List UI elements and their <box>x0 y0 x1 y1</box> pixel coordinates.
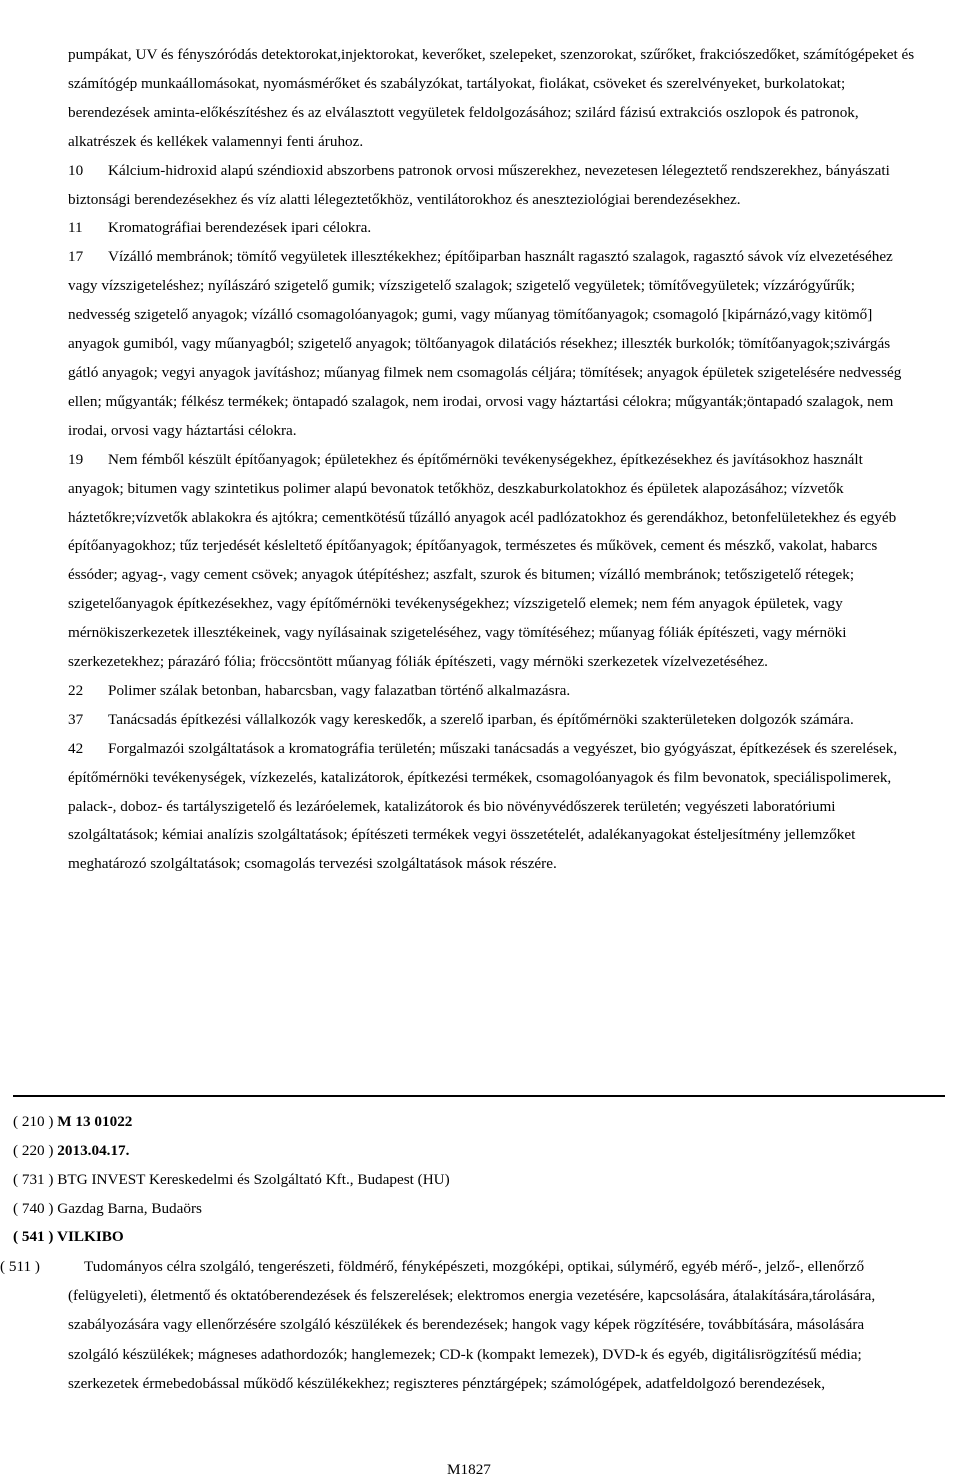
application-number: M 13 01022 <box>57 1113 133 1130</box>
continuation-text: pumpákat, UV és fényszóródás detektorokat,injektorokat, keverőket, szelepeket, szenzorokat, szűrőket, frakciószedőket, számítógépeket és számítógép munkaállomásokat, nyomásmérőket és szabályzókat, tartályokat, fiolákat, csöveket és szerelvényeket, burkolatokat; berendezések aminta-előkészítéshez és az elválasztott vegyületek feldolgozásához; szilárd fázisú extrakciós oszlopok és patronok, alkatrészek és kellékek valamennyi fenti áruhoz. <box>68 46 915 150</box>
field-731 <box>13 1166 923 1195</box>
representative: Gazdag Barna, Budaörs <box>57 1200 202 1217</box>
field-code: ( 210 ) <box>13 1113 54 1130</box>
class-text: Tanácsadás építkezési vállalkozók vagy kereskedők, a szerelő iparban, és építőmérnöki szakterületeken dolgozók számára. <box>108 710 854 728</box>
class-text: Forgalmazói szolgáltatások a kromatográfia területén; műszaki tanácsadás a vegyészet, bio gyógyászat, építkezések és szerelések, építőmérnöki tevékenységek, vízkezelés, katalizátorok, építkezési termékek, csomagolóanyagok és film bevonatok, speciálispolimerek, palack-, doboz- és tartályszigetelő és lezáróelemek, katalizátorok és bio növényvédőszerek területén; vegyészeti laboratóriumi szolgáltatások; kémiai analízis szolgáltatások; építészeti termékek vegyi összetételét, adalékanyagokat ésteljesítmény jellemzőket meghatározó szolgáltatások; csomagolás tervezési szolgáltatások mások részére. <box>68 739 898 873</box>
field-740 <box>13 1195 923 1224</box>
class-entry <box>68 243 918 445</box>
page-code: M1827 <box>447 1461 491 1478</box>
class-text: Tudományos célra szolgáló, tengerészeti, földmérő, fényképészeti, mozgóképi, optikai, súlymérő, egyéb mérő-, jelző-, ellenőrző (felügyeleti), életmentő és oktatóberendezések és felszerelések; elektromos energia vezetésére, kapcsolására, átalakítására,tárolására, szabályozására vagy ellenőrzésére szolgáló készülékek és berendezések; hangok vagy képek rögzítésére, továbbítására, másolására szolgáló készülékek; mágneses adathordozók; hanglemezek; CD-k (kompakt lemezek), DVD-k és egyéb, digitálisrögzítésű média; szerkezetek érmebedobással működő készülékekhez; regiszteres pénztárgépek; számológépek, adatfeldolgozó berendezések, <box>68 1258 876 1392</box>
field-code: ( 511 ) <box>0 1258 40 1275</box>
class-entry <box>68 677 918 706</box>
class-number: 42 <box>68 739 84 757</box>
class-text: Vízálló membránok; tömítő vegyületek illesztékekhez; építőiparban használt ragasztó szalagok, ragasztó sávok víz elvezetéséhez vagy vízszigeteléshez; nyílászáró szigetelő gumik; vízszigetelő szalagok; szigetelő vegyületek; tömítővegyületek; vízzárógyűrűk; nedvesség szigetelő anyagok; vízálló csomagolóanyagok; gumi, vagy műanyag tömítőanyagok; csomagoló [kipárnázó,vagy kitömő] anyagok gumiból, vagy műanyagból; szigetelő anyagok; töltőanyagok dilatációs résekhez; illeszték burkolók; tömítőanyagok;szivárgás gátló anyagok; vegyi anyagok javításhoz; műanyag filmek nem csomagolás céljára; tömítések; anyagok épületek szigetelésére nedvesség ellen; műgyanták; félkész termékek; öntapadó szalagok, nem irodai, orvosi vagy háztartási célokra; műgyanták;öntapadó szalagok, nem irodai, orvosi vagy háztartási célokra. <box>68 248 902 439</box>
class-text: Nem fémből készült építőanyagok; épületekhez és építőmérnöki tevékenységekhez, építkezésekhez és javításokhoz használt anyagok; bitumen vagy szintetikus polimer alapú bevonatok tetőkhöz, deszkaburkolatokhoz és épületek alapozásához; vízvetők háztetőkre;vízvetők ablakokra és ajtókra; cementkötésű tűzálló anyagok acél padlózatokhoz és gerendákhoz, betonfelületekhez és egyéb építőanyagokhoz; tűz terjedését késleltető építőanyagok; építőanyagok, természetes és műkövek, cement és mészkő, vakolat, habarcs éssóder; agyag-, vagy cement csövek; anyagok útépítéshez; aszfalt, szurok és bitumen; vízálló membránok; tetőszigetelő rétegek; szigetelőanyagok építkezésekhez, vagy építőmérnöki tevékenységekhez; vízszigetelő elemek; nem fém anyagok épületek, vagy mérnökiszerkezetek illesztékeinek, vagy nyílásainak szigeteléséhez, vagy tömítéséhez; műanyag fóliák építészeti, vagy mérnöki szerkezetekhez; párazáró fólia; fröccsöntött műanyag fóliák építészeti, vagy mérnöki szerkezetek vízelvezetéséhez. <box>68 450 897 671</box>
record-divider <box>13 1095 945 1097</box>
section-title: Nemzeti védjegybejelentések meghirdetése <box>354 23 614 39</box>
class-text: Kromatográfiai berendezések ipari célokra. <box>108 219 372 237</box>
field-code: ( 731 ) <box>13 1171 54 1188</box>
page-header <box>0 0 960 44</box>
class-number: 11 <box>68 219 83 237</box>
class-number: 19 <box>68 450 84 468</box>
trademark-word: VILKIBO <box>57 1228 124 1245</box>
class-number: 17 <box>68 248 84 266</box>
class-number: 22 <box>68 681 84 699</box>
field-code: ( 220 ) <box>13 1142 54 1159</box>
field-210 <box>13 1108 923 1137</box>
class-entry <box>68 735 918 880</box>
class-number: 37 <box>68 710 84 728</box>
journal-title: Szabadalmi Közlöny és Védjegyértesítő 118. évfolyam 16. szám, 2013.08.28. <box>198 1 726 20</box>
class-entry <box>68 214 918 243</box>
class-text: Kálcium-hidroxid alapú széndioxid abszorbens patronok orvosi műszerekhez, nevezetesen lélegeztető rendszerekhez, bányászati biztonsági berendezésekhez és víz alatti lélegeztetőkhöz, ventilátorokhoz és aneszteziológiai berendezésekhez. <box>68 161 890 208</box>
goods-list-continuation <box>68 41 918 879</box>
class-text: Polimer szálak betonban, habarcsban, vagy falazatban történő alkalmazásra. <box>108 681 571 699</box>
class-entry <box>68 157 918 215</box>
field-code: ( 541 ) <box>13 1228 54 1245</box>
field-220 <box>13 1137 923 1166</box>
field-code: ( 740 ) <box>13 1200 54 1217</box>
applicant: BTG INVEST Kereskedelmi és Szolgáltató Kft., Budapest (HU) <box>57 1171 450 1188</box>
field-511 <box>0 1252 918 1398</box>
class-entry <box>68 706 918 735</box>
filing-date: 2013.04.17. <box>57 1142 130 1159</box>
class-number <box>53 1252 84 1281</box>
field-541 <box>13 1223 923 1252</box>
class-number: 10 <box>68 161 84 179</box>
class-entry <box>68 446 918 677</box>
